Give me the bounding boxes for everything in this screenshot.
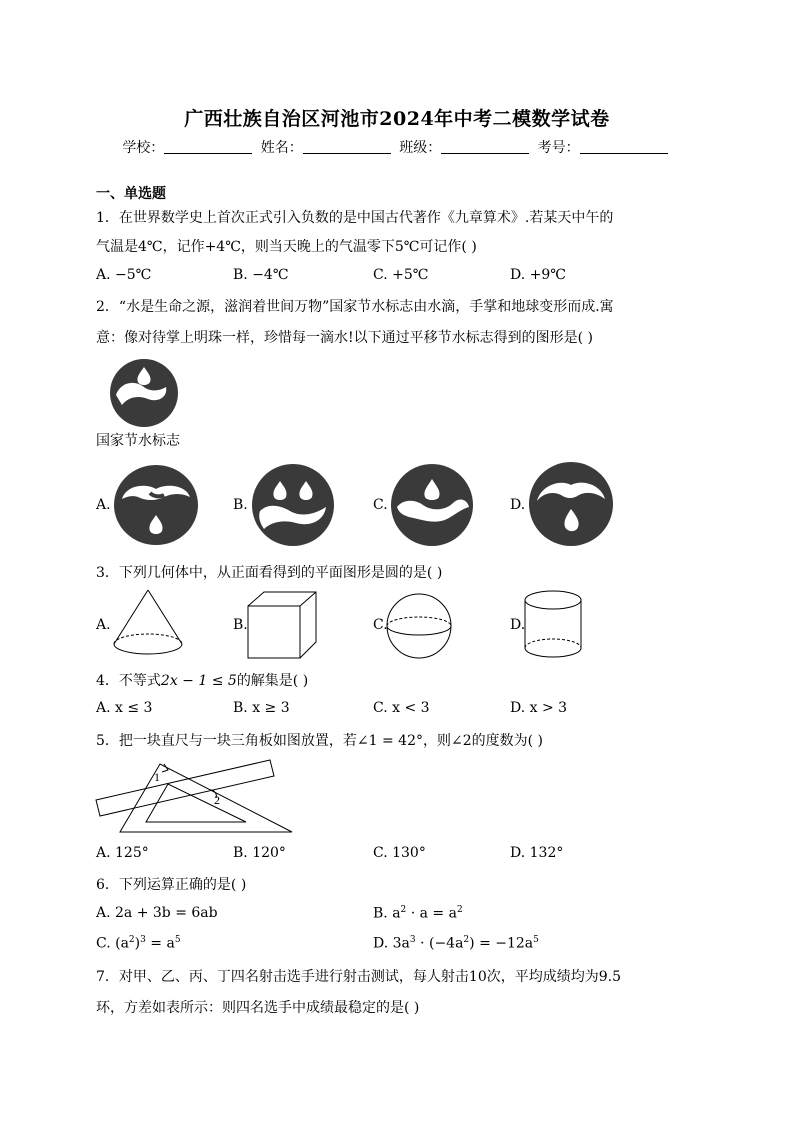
- q4-option-a[interactable]: A. x ≤ 3: [96, 700, 153, 716]
- q1-line1: 1．在世界数学史上首次正式引入负数的是中国古代著作《九章算术》.若某天中午的: [96, 210, 614, 226]
- q2-option-d-logo-icon[interactable]: [527, 461, 615, 547]
- section-heading: 一、单选题: [96, 186, 166, 202]
- q2-option-a-label[interactable]: A.: [96, 497, 111, 513]
- logo-caption: 国家节水标志: [96, 433, 180, 449]
- q2-line1: 2．“水是生命之源，滋润着世间万物”国家节水标志由水滴，手掌和地球变形而成.寓: [96, 299, 614, 315]
- q5-line1: 5．把一块直尺与一块三角板如图放置，若∠1 = 42°，则∠2的度数为( ): [96, 733, 544, 749]
- name-label: 姓名：: [260, 140, 303, 156]
- q6-option-c[interactable]: [96, 935, 181, 952]
- q6-option-a[interactable]: A. 2a + 3b = 6ab: [96, 905, 218, 921]
- q3-option-a-cone-icon[interactable]: [110, 588, 186, 658]
- q5-option-a[interactable]: A. 125°: [96, 845, 149, 861]
- q6-c-sup3: 5: [174, 935, 181, 945]
- q3-option-b-cube-icon[interactable]: [246, 590, 318, 660]
- q3-line1: 3．下列几何体中，从正面看得到的平面图形是圆的是( ): [96, 565, 443, 581]
- q7-line2: 环，方差如表所示：则四名选手中成绩最稳定的是( ): [96, 1000, 420, 1016]
- exam-title: 广西壮族自治区河池市2024年中考二模数学试卷: [184, 108, 610, 130]
- q6-c-part2: ): [134, 935, 141, 952]
- q3-option-c-label[interactable]: C.: [373, 617, 388, 633]
- q3-option-d-cylinder-icon[interactable]: [522, 588, 584, 660]
- q7-line1: 7．对甲、乙、丙、丁四名射击选手进行射击测试，每人射击10次，平均成绩均为9.5: [96, 969, 621, 985]
- q2-option-b-logo-icon[interactable]: [250, 463, 336, 547]
- q3-option-c-sphere-icon[interactable]: [384, 592, 454, 660]
- q6-c-sup1: 2: [128, 935, 135, 945]
- q5-ruler-triangle-figure: [94, 756, 294, 836]
- q6-d-sup3: 5: [533, 935, 539, 945]
- q1-option-c[interactable]: C. +5℃: [373, 267, 429, 283]
- class-blank[interactable]: [441, 140, 529, 154]
- q2-option-a-logo-icon[interactable]: [112, 463, 200, 547]
- q4-option-b[interactable]: B. x ≥ 3: [233, 700, 290, 716]
- q4-option-c[interactable]: C. x < 3: [373, 700, 430, 716]
- class-label: 班级：: [399, 140, 442, 156]
- number-blank[interactable]: [580, 140, 668, 154]
- q6-d-part3: ) = −12a: [469, 935, 534, 952]
- q6-c-sup2: 3: [140, 935, 146, 945]
- q6-b-part1: B. a: [373, 905, 401, 922]
- student-info-row: [0, 137, 794, 157]
- q4-expression: 2x − 1 ≤ 5: [160, 673, 237, 689]
- q6-option-d[interactable]: [373, 935, 539, 952]
- q1-option-a[interactable]: A. −5℃: [96, 267, 152, 283]
- q6-b-part2: · a = a: [406, 905, 457, 922]
- q6-b-sup2: 2: [456, 905, 463, 915]
- angle2-label: 2: [214, 793, 220, 807]
- q6-d-part1: D. 3a: [373, 935, 410, 952]
- q5-option-d[interactable]: D. 132°: [510, 845, 564, 861]
- q4-line1: [96, 670, 308, 690]
- q2-option-d-label[interactable]: D.: [510, 497, 526, 513]
- q2-option-c-label[interactable]: C.: [373, 497, 388, 513]
- q3-option-a-label[interactable]: A.: [96, 617, 111, 633]
- q4-suffix: 的解集是( ): [236, 673, 309, 689]
- q5-option-b[interactable]: B. 120°: [233, 845, 286, 861]
- water-saving-logo-icon: [108, 357, 180, 429]
- q6-line1: 6．下列运算正确的是( ): [96, 877, 247, 893]
- q3-option-d-label[interactable]: D.: [510, 617, 526, 633]
- q6-b-sup1: 2: [400, 905, 407, 915]
- angle1-label: 1: [154, 770, 160, 784]
- number-label: 考号：: [537, 140, 580, 156]
- school-blank[interactable]: [164, 140, 252, 154]
- name-blank[interactable]: [303, 140, 391, 154]
- q4-option-d[interactable]: D. x > 3: [510, 700, 568, 716]
- q5-option-c[interactable]: C. 130°: [373, 845, 426, 861]
- q2-line2: 意：像对待掌上明珠一样，珍惜每一滴水!以下通过平移节水标志得到的图形是( ): [96, 330, 593, 346]
- school-label: 学校：: [122, 140, 165, 156]
- q6-option-b[interactable]: [373, 905, 463, 922]
- q6-d-sup1: 3: [409, 935, 416, 945]
- q4-prefix: 4．不等式: [96, 673, 161, 689]
- q1-option-b[interactable]: B. −4℃: [233, 267, 289, 283]
- q6-d-sup2: 2: [463, 935, 470, 945]
- q1-option-d[interactable]: D. +9℃: [510, 267, 566, 283]
- q6-c-part3: = a: [145, 935, 175, 952]
- q1-line2: 气温是4℃，记作+4℃，则当天晚上的气温零下5℃可记作( ): [96, 239, 477, 255]
- q6-d-part2: · (−4a: [415, 935, 464, 952]
- q2-option-c-logo-icon[interactable]: [389, 463, 475, 547]
- q3-option-b-label[interactable]: B.: [233, 617, 248, 633]
- q6-c-part1: C. (a: [96, 935, 129, 952]
- q2-option-b-label[interactable]: B.: [233, 497, 248, 513]
